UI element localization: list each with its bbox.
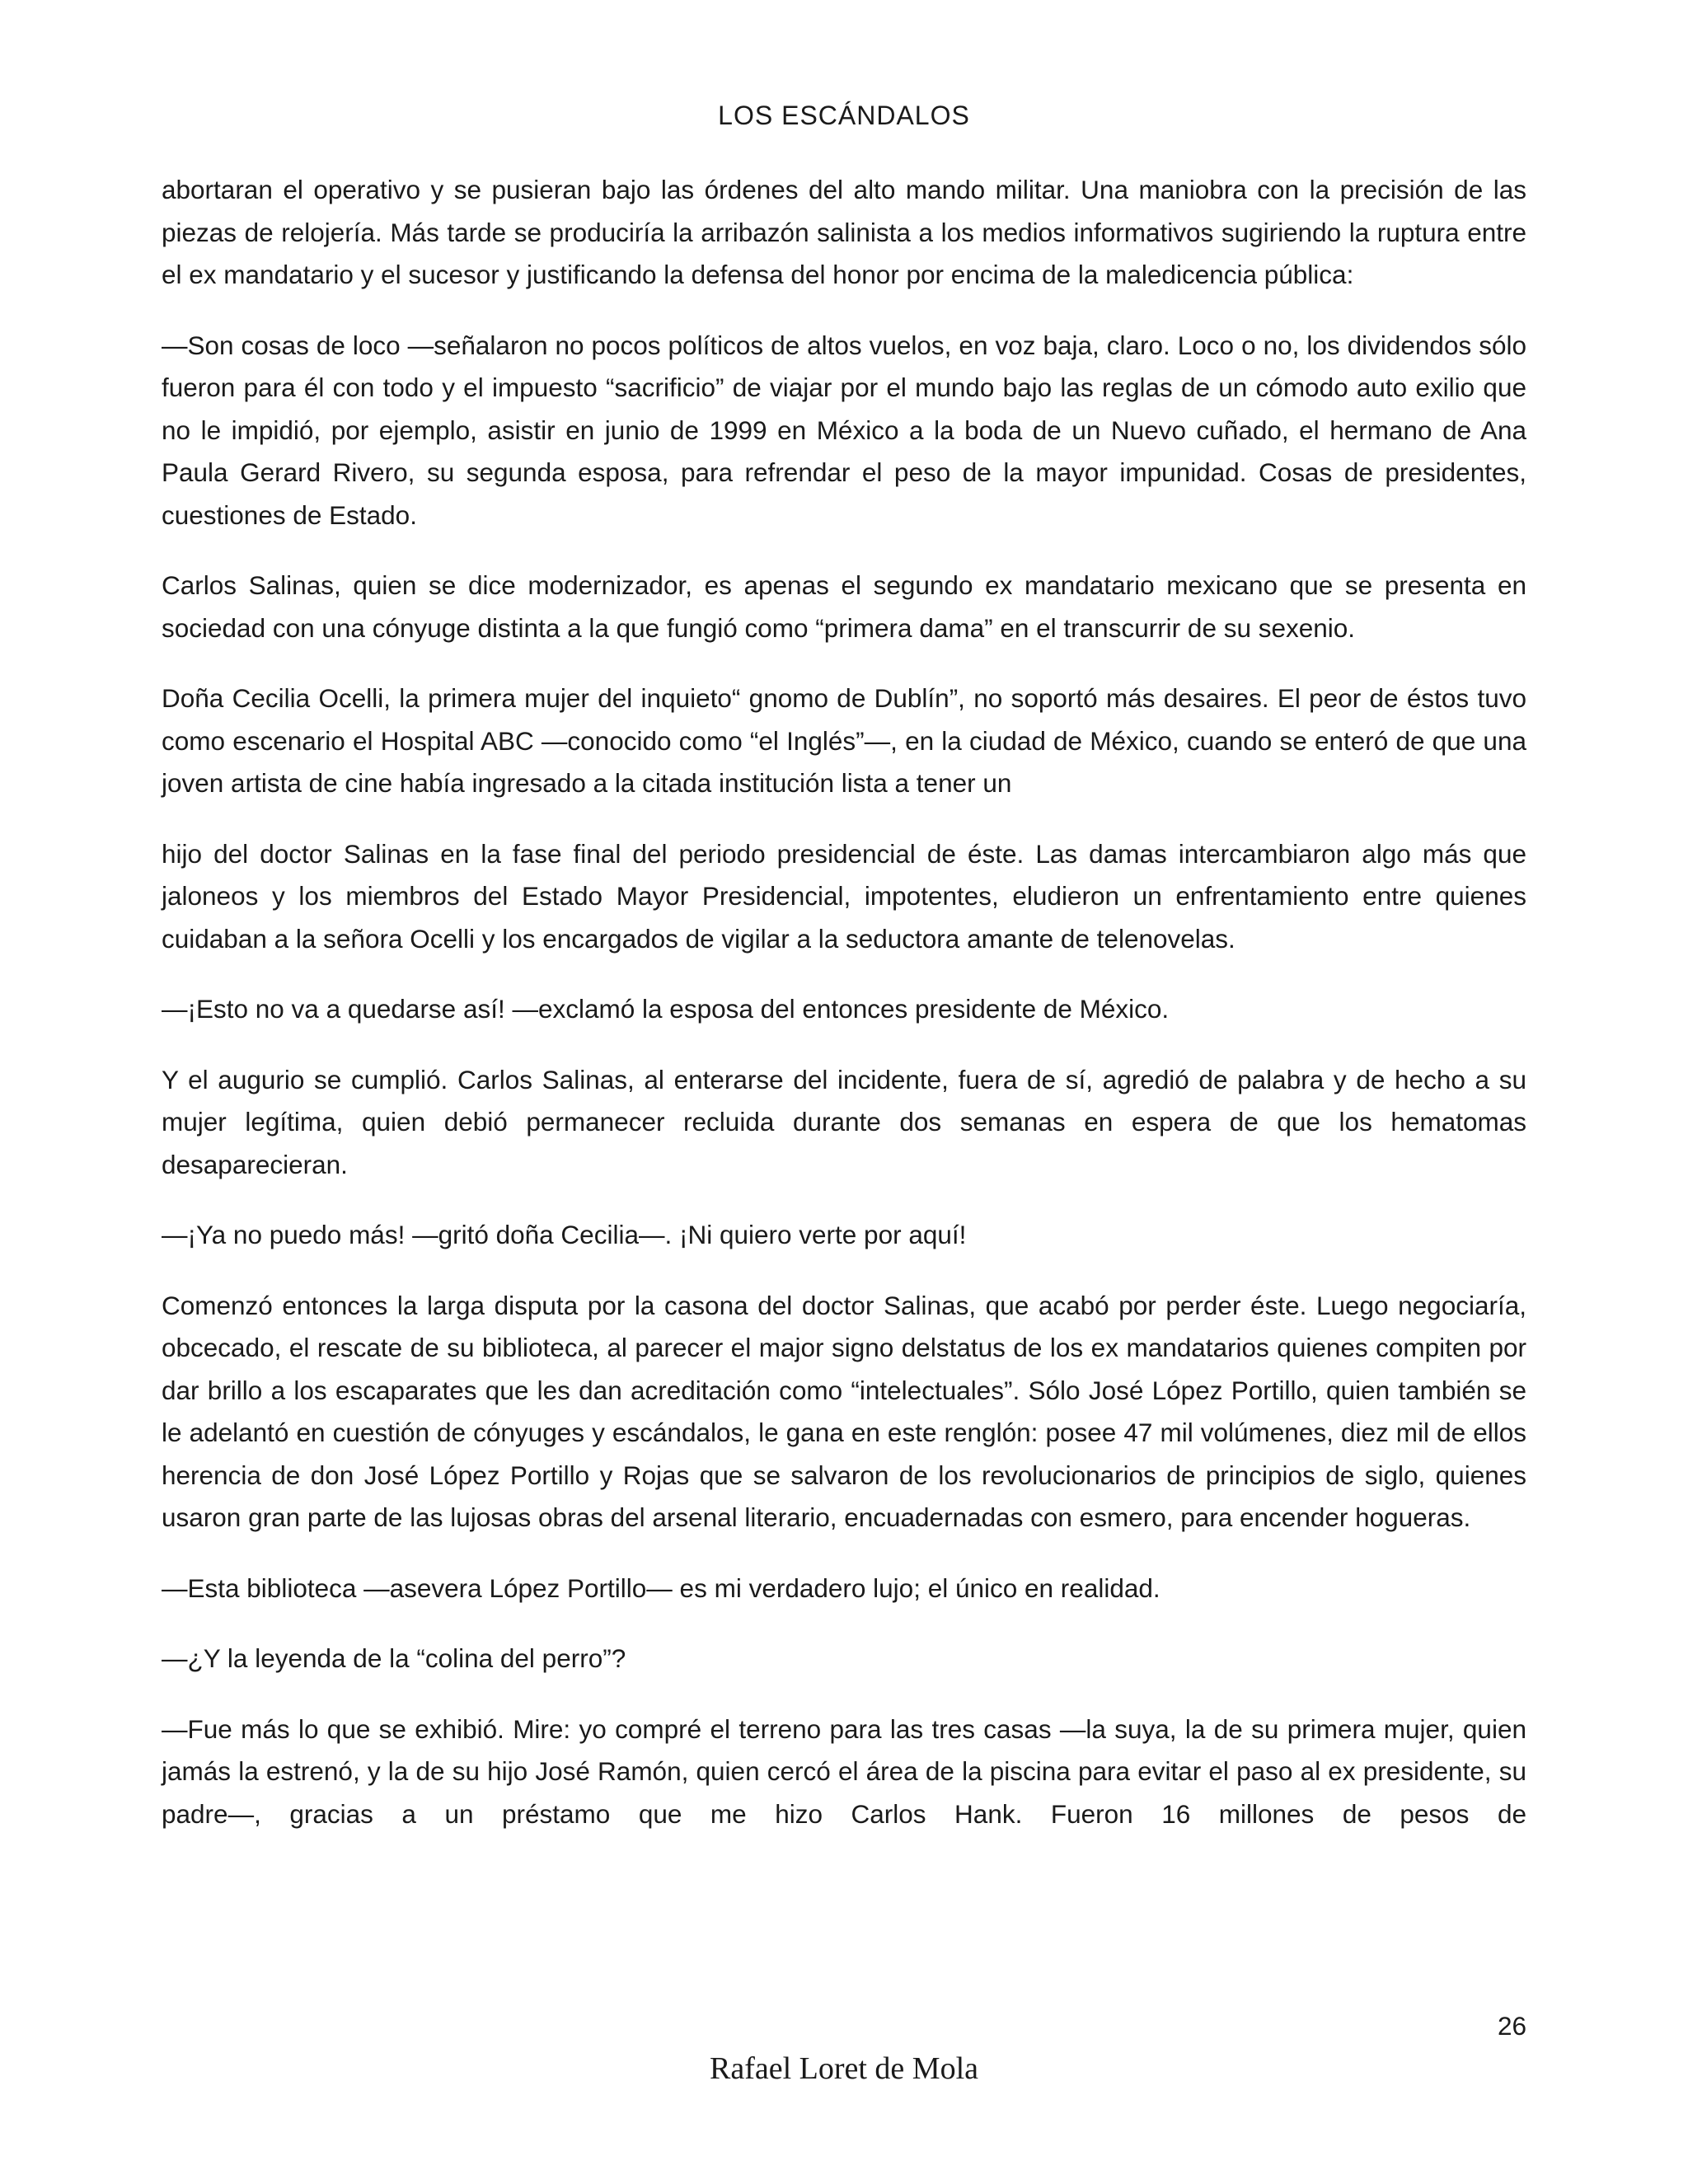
paragraph: —¿Y la leyenda de la “colina del perro”? bbox=[162, 1643, 626, 1673]
paragraph: Comenzó entonces la larga disputa por la casona del doctor Salinas, que acabó por perder éste. Luego negociaría, obcecado, el rescate de su biblioteca, al parecer el major signo delstatus de los ex mandatarios quienes compiten por dar brillo a los escaparates que les dan acreditación como “intelectuales”. Sólo José López Portillo, quien también se le adelantó en cuestión de cónyuges y escándalos, le gana en este renglón: posee 47 mil volúmenes, diez mil de ellos herencia de don José López Portillo y Rojas que se salvaron de los revolucionarios de principios de siglo, quienes usaron gran parte de las lujosas obras del arsenal literario, encuadernadas con esmero, para encender hogueras. bbox=[162, 1290, 1526, 1532]
paragraph: abortaran el operativo y se pusieran bajo las órdenes del alto mando militar. Una maniobra con la precisión de las piezas de relojería. Más tarde se produciría la arribazón salinista a los medios informativos sugiriendo la ruptura entre el ex mandatario y el sucesor y justificando la defensa del honor por encima de la maledicencia pública: bbox=[162, 175, 1526, 289]
paragraph: —¡Ya no puedo más! —gritó doña Cecilia—. ¡Ni quiero verte por aquí! bbox=[162, 1220, 967, 1249]
paragraph: —¡Esto no va a quedarse así! —exclamó la esposa del entonces presidente de México. bbox=[162, 994, 1170, 1024]
body-text bbox=[162, 169, 1526, 1863]
paragraph: —Fue más lo que se exhibió. Mire: yo compré el terreno para las tres casas —la suya, la de su primera mujer, quien jamás la estrenó, y la de su hijo José Ramón, quien cercó el área de la piscina para evitar el paso al ex presidente, su padre—, gracias a un préstamo que me hizo Carlos Hank. Fueron 16 millones de pesos de bbox=[162, 1713, 1526, 1829]
page-number: 26 bbox=[1497, 2011, 1526, 2041]
paragraph: —Esta biblioteca —asevera López Portillo— es mi verdadero lujo; el único en realidad. bbox=[162, 1572, 1160, 1603]
paragraph: —Son cosas de loco —señalaron no pocos políticos de altos vuelos, en voz baja, claro. Loco o no, los dividendos sólo fueron para él con todo y el impuesto “sacrificio” de viajar por el mundo bajo las reglas de un cómodo auto exilio que no le impidió, por ejemplo, asistir en junio de 1999 en México a la boda de un Nuevo cuñado, el hermano de Ana Paula Gerard Rivero, su segunda esposa, para refrendar el peso de la mayor impunidad. Cosas de presidentes, cuestiones de Estado. bbox=[162, 330, 1526, 530]
paragraph: Doña Cecilia Ocelli, la primera mujer del inquieto“ gnomo de Dublín”, no soportó más desaires. El peor de éstos tuvo como escenario el Hospital ABC —conocido como “el Inglés”—, en la ciudad de México, cuando se enteró de que una joven artista de cine había ingresado a la citada institución lista a tener un bbox=[162, 683, 1526, 798]
paragraph: Carlos Salinas, quien se dice modernizador, es apenas el segundo ex mandatario mexicano que se presenta en sociedad con una cónyuge distinta a la que fungió como “primera dama” en el transcurrir de su sexenio. bbox=[162, 570, 1526, 643]
author-footer: Rafael Loret de Mola bbox=[709, 2051, 979, 2086]
paragraph: hijo del doctor Salinas en la fase final del periodo presidencial de éste. Las damas intercambiaron algo más que jaloneos y los miembros del Estado Mayor Presidencial, impotentes, eludieron un enfrentamiento entre quienes cuidaban a la señora Ocelli y los encargados de vigilar a la seductora amante de telenovelas. bbox=[162, 838, 1526, 954]
paragraph: Y el augurio se cumplió. Carlos Salinas, al enterarse del incidente, fuera de sí, agredió de palabra y de hecho a su mujer legítima, quien debió permanecer recluida durante dos semanas en espera de que los hematomas desaparecieran. bbox=[162, 1064, 1526, 1179]
running-header: LOS ESCÁNDALOS bbox=[718, 101, 970, 130]
